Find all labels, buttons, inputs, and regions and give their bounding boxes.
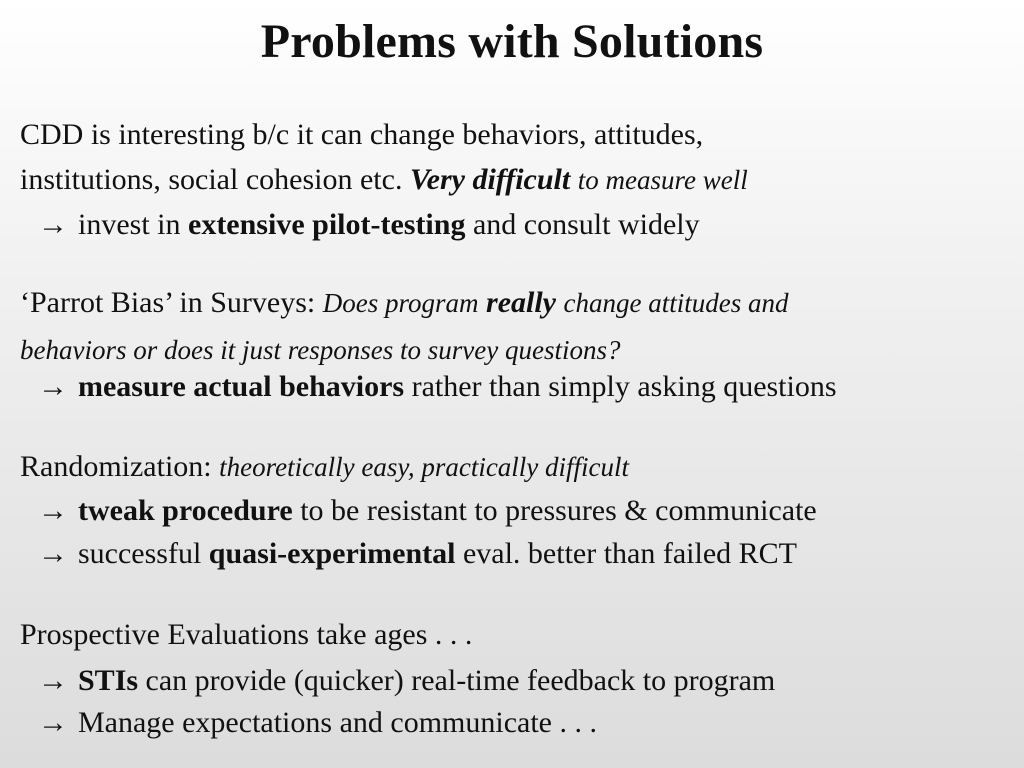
cdd-measure-line [20,165,748,195]
arrow-icon: → [38,208,68,241]
randomization-label: Randomization: [20,450,212,483]
parrot-bias-line [20,288,788,318]
stis-bullet [38,666,775,696]
quasi-experimental-bullet [38,539,797,569]
bullet-bold: measure actual behaviors [78,370,405,403]
bullet-text: and consult widely [472,208,700,241]
bullet-text: invest in [78,208,181,241]
randomization-note: theoretically easy, practically difficult [219,452,630,482]
pilot-testing-bullet [38,210,700,240]
arrow-icon: → [38,537,68,570]
slide-title: Problems with Solutions [260,15,764,68]
parrot-question-post: change attitudes and [563,288,789,318]
bullet-text: rather than simply asking questions [411,370,837,403]
parrot-question-text: behaviors or does it just responses to survey questions? [20,335,621,365]
tweak-procedure-bullet [38,496,817,526]
prospective-evaluations-line [20,620,472,650]
really-emphasis: really [486,286,556,319]
cdd-measure-text: institutions, social cohesion etc. [20,163,403,196]
parrot-question-pre: Does program [322,288,479,318]
parrot-question-line [20,335,620,365]
bullet-text: can provide (quicker) real-time feedback to program [145,664,776,697]
measure-well-text: to measure well [577,165,748,195]
parrot-bias-label: ‘Parrot Bias’ in Surveys: [20,286,316,319]
arrow-icon: → [38,494,68,527]
measure-behaviors-bullet [38,372,837,402]
bullet-text: to be resistant to pressures & communicate [300,494,817,527]
bullet-text: eval. better than failed RCT [462,537,797,570]
arrow-icon: → [38,706,68,739]
bullet-bold: extensive pilot-testing [188,208,466,241]
bullet-text: Manage expectations and communicate . . . [78,706,597,739]
randomization-line [20,452,629,482]
bullet-text: successful [78,537,202,570]
cdd-intro-line [20,120,703,150]
bullet-bold: tweak procedure [78,494,293,527]
manage-expectations-bullet [38,708,597,738]
very-difficult-emphasis: Very difficult [409,163,571,196]
cdd-intro-text: CDD is interesting b/c it can change behaviors, attitudes, [20,118,704,151]
arrow-icon: → [38,664,68,697]
bullet-bold: quasi-experimental [208,537,456,570]
bullet-bold: STIs [78,664,139,697]
prospective-evaluations-text: Prospective Evaluations take ages . . . [20,618,473,651]
arrow-icon: → [38,370,68,403]
